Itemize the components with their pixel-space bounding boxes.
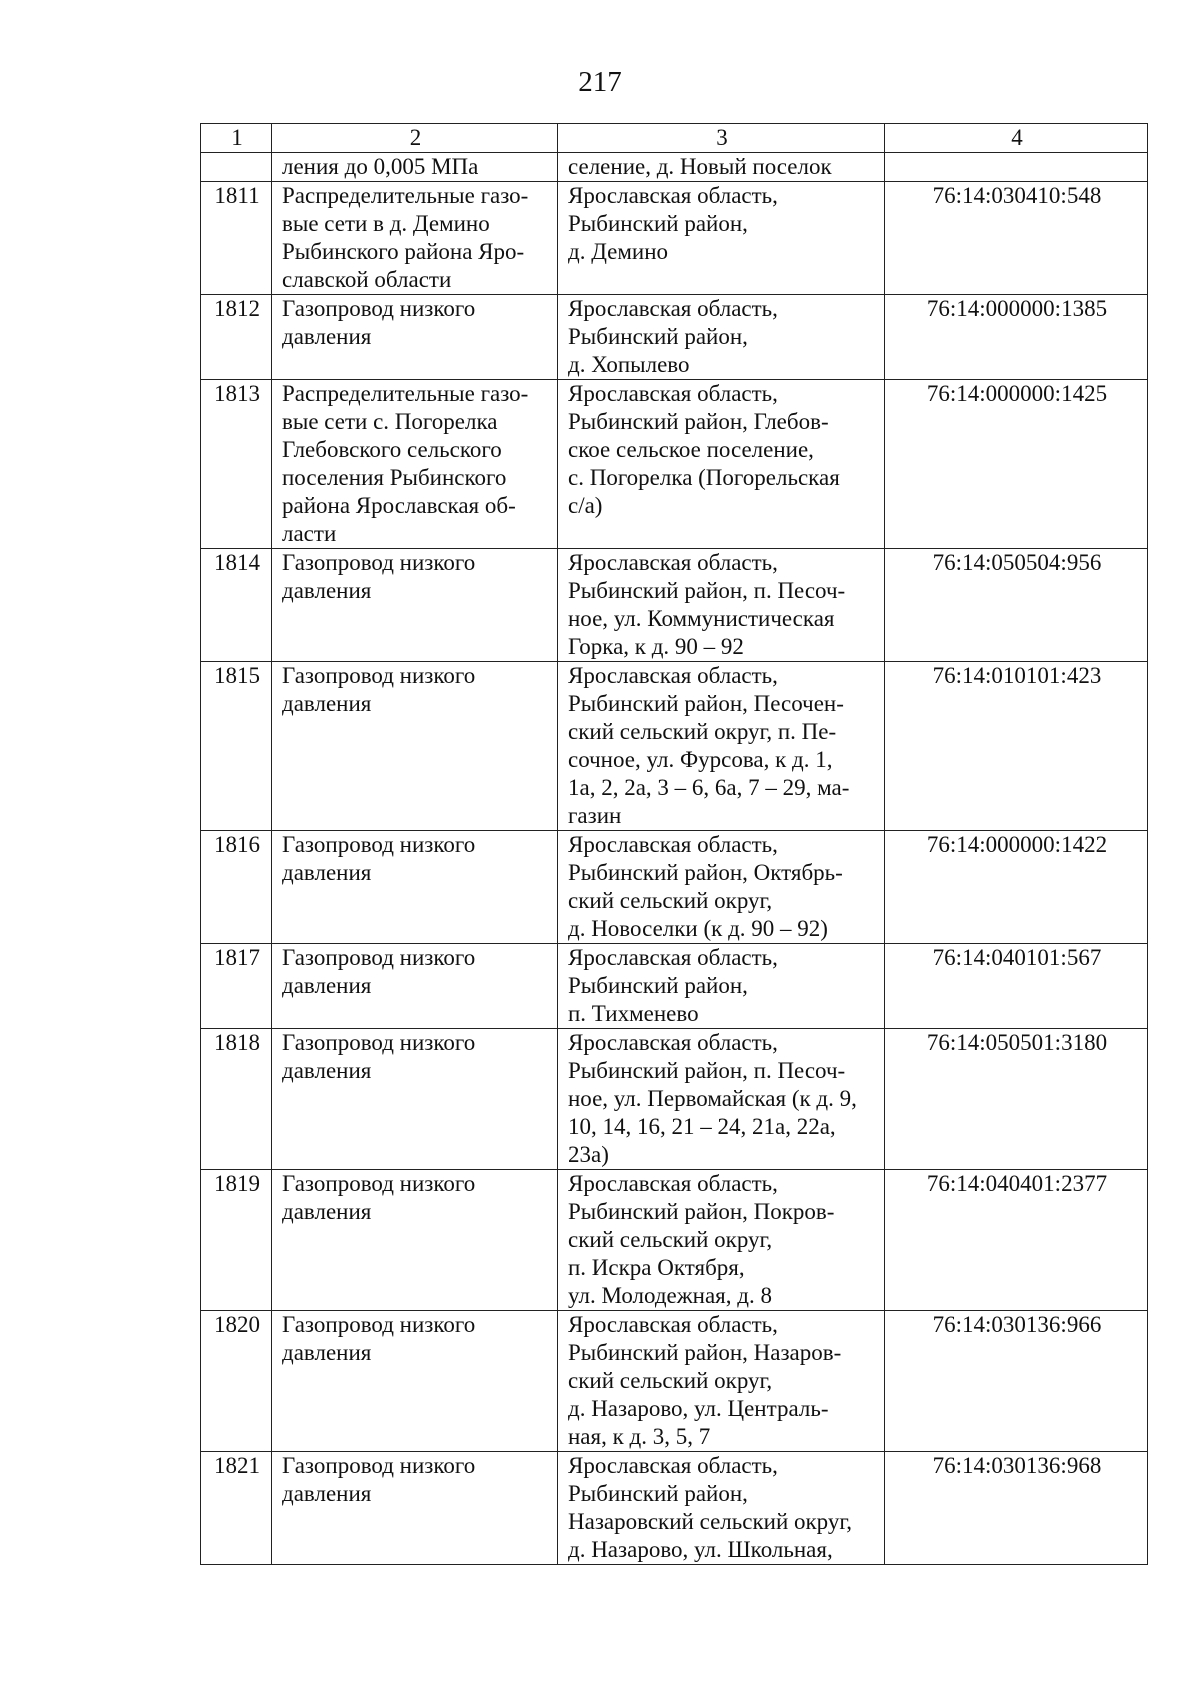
cadastral-number: 76:14:050504:956 [885, 549, 1148, 662]
row-number: 1814 [201, 549, 272, 662]
page-number: 217 [578, 66, 622, 98]
column-header: 4 [885, 124, 1148, 153]
object-address: Ярославская область, Рыбинский район, д. Хопылево [558, 295, 885, 380]
table-row [201, 1452, 1148, 1565]
table-row [201, 831, 1148, 944]
row-number: 1811 [201, 182, 272, 295]
row-number: 1818 [201, 1029, 272, 1170]
row-number: 1821 [201, 1452, 272, 1565]
cadastral-number: 76:14:040401:2377 [885, 1170, 1148, 1311]
cadastral-number: 76:14:000000:1425 [885, 380, 1148, 549]
table-header-row [201, 124, 1148, 153]
object-address: Ярославская область, Рыбинский район, Октябрь- ский сельский округ, д. Новоселки (к д. 90 – 92) [558, 831, 885, 944]
object-name: Газопровод низкого давления [272, 295, 558, 380]
table-row [201, 295, 1148, 380]
object-address: Ярославская область, Рыбинский район, Назаров- ский сельский округ, д. Назарово, ул. Централь- ная, к д. 3, 5, 7 [558, 1311, 885, 1452]
object-name: Газопровод низкого давления [272, 549, 558, 662]
object-address: селение, д. Новый поселок [558, 153, 885, 182]
column-header: 1 [201, 124, 272, 153]
column-header: 2 [272, 124, 558, 153]
property-register-table [200, 123, 1148, 1565]
object-address: Ярославская область, Рыбинский район, д. Демино [558, 182, 885, 295]
object-name: Газопровод низкого давления [272, 1452, 558, 1565]
table-row [201, 1029, 1148, 1170]
object-name: Газопровод низкого давления [272, 1311, 558, 1452]
object-name: Газопровод низкого давления [272, 662, 558, 831]
cadastral-number: 76:14:010101:423 [885, 662, 1148, 831]
table-row [201, 380, 1148, 549]
row-number: 1817 [201, 944, 272, 1029]
object-name: Газопровод низкого давления [272, 944, 558, 1029]
cadastral-number: 76:14:030136:966 [885, 1311, 1148, 1452]
cadastral-number: 76:14:030410:548 [885, 182, 1148, 295]
row-number: 1816 [201, 831, 272, 944]
cadastral-number: 76:14:000000:1385 [885, 295, 1148, 380]
object-name: Газопровод низкого давления [272, 831, 558, 944]
object-name: Газопровод низкого давления [272, 1170, 558, 1311]
object-name: Распределительные газо- вые сети в д. Демино Рыбинского района Яро- славской области [272, 182, 558, 295]
table-row [201, 549, 1148, 662]
object-address: Ярославская область, Рыбинский район, Покров- ский сельский округ, п. Искра Октября, ул. Молодежная, д. 8 [558, 1170, 885, 1311]
object-name: ления до 0,005 МПа [272, 153, 558, 182]
cadastral-number: 76:14:000000:1422 [885, 831, 1148, 944]
cadastral-number [885, 153, 1148, 182]
table-row [201, 662, 1148, 831]
table-row [201, 182, 1148, 295]
cadastral-number: 76:14:030136:968 [885, 1452, 1148, 1565]
object-address: Ярославская область, Рыбинский район, п. Песоч- ное, ул. Первомайская (к д. 9, 10, 14, 16, 21 – 24, 21а, 22а, 23а) [558, 1029, 885, 1170]
object-address: Ярославская область, Рыбинский район, Песочен- ский сельский округ, п. Пе- сочное, ул. Фурсова, к д. 1, 1а, 2, 2а, 3 – 6, 6а, 7 – 29, ма- газин [558, 662, 885, 831]
row-number: 1812 [201, 295, 272, 380]
object-address: Ярославская область, Рыбинский район, Глебов- ское сельское поселение, с. Погорелка (Погорельская с/а) [558, 380, 885, 549]
row-number: 1819 [201, 1170, 272, 1311]
row-number: 1813 [201, 380, 272, 549]
cadastral-number: 76:14:050501:3180 [885, 1029, 1148, 1170]
row-number: 1820 [201, 1311, 272, 1452]
cadastral-number: 76:14:040101:567 [885, 944, 1148, 1029]
table-row [201, 944, 1148, 1029]
table-row [201, 153, 1148, 182]
object-address: Ярославская область, Рыбинский район, п. Тихменево [558, 944, 885, 1029]
table-row [201, 1311, 1148, 1452]
object-name: Распределительные газо- вые сети с. Погорелка Глебовского сельского поселения Рыбинского района Ярославская об- ласти [272, 380, 558, 549]
row-number: 1815 [201, 662, 272, 831]
table-row [201, 1170, 1148, 1311]
column-header: 3 [558, 124, 885, 153]
object-address: Ярославская область, Рыбинский район, п. Песоч- ное, ул. Коммунистическая Горка, к д. 90 – 92 [558, 549, 885, 662]
object-address: Ярославская область, Рыбинский район, Назаровский сельский округ, д. Назарово, ул. Школьная, [558, 1452, 885, 1565]
row-number [201, 153, 272, 182]
object-name: Газопровод низкого давления [272, 1029, 558, 1170]
